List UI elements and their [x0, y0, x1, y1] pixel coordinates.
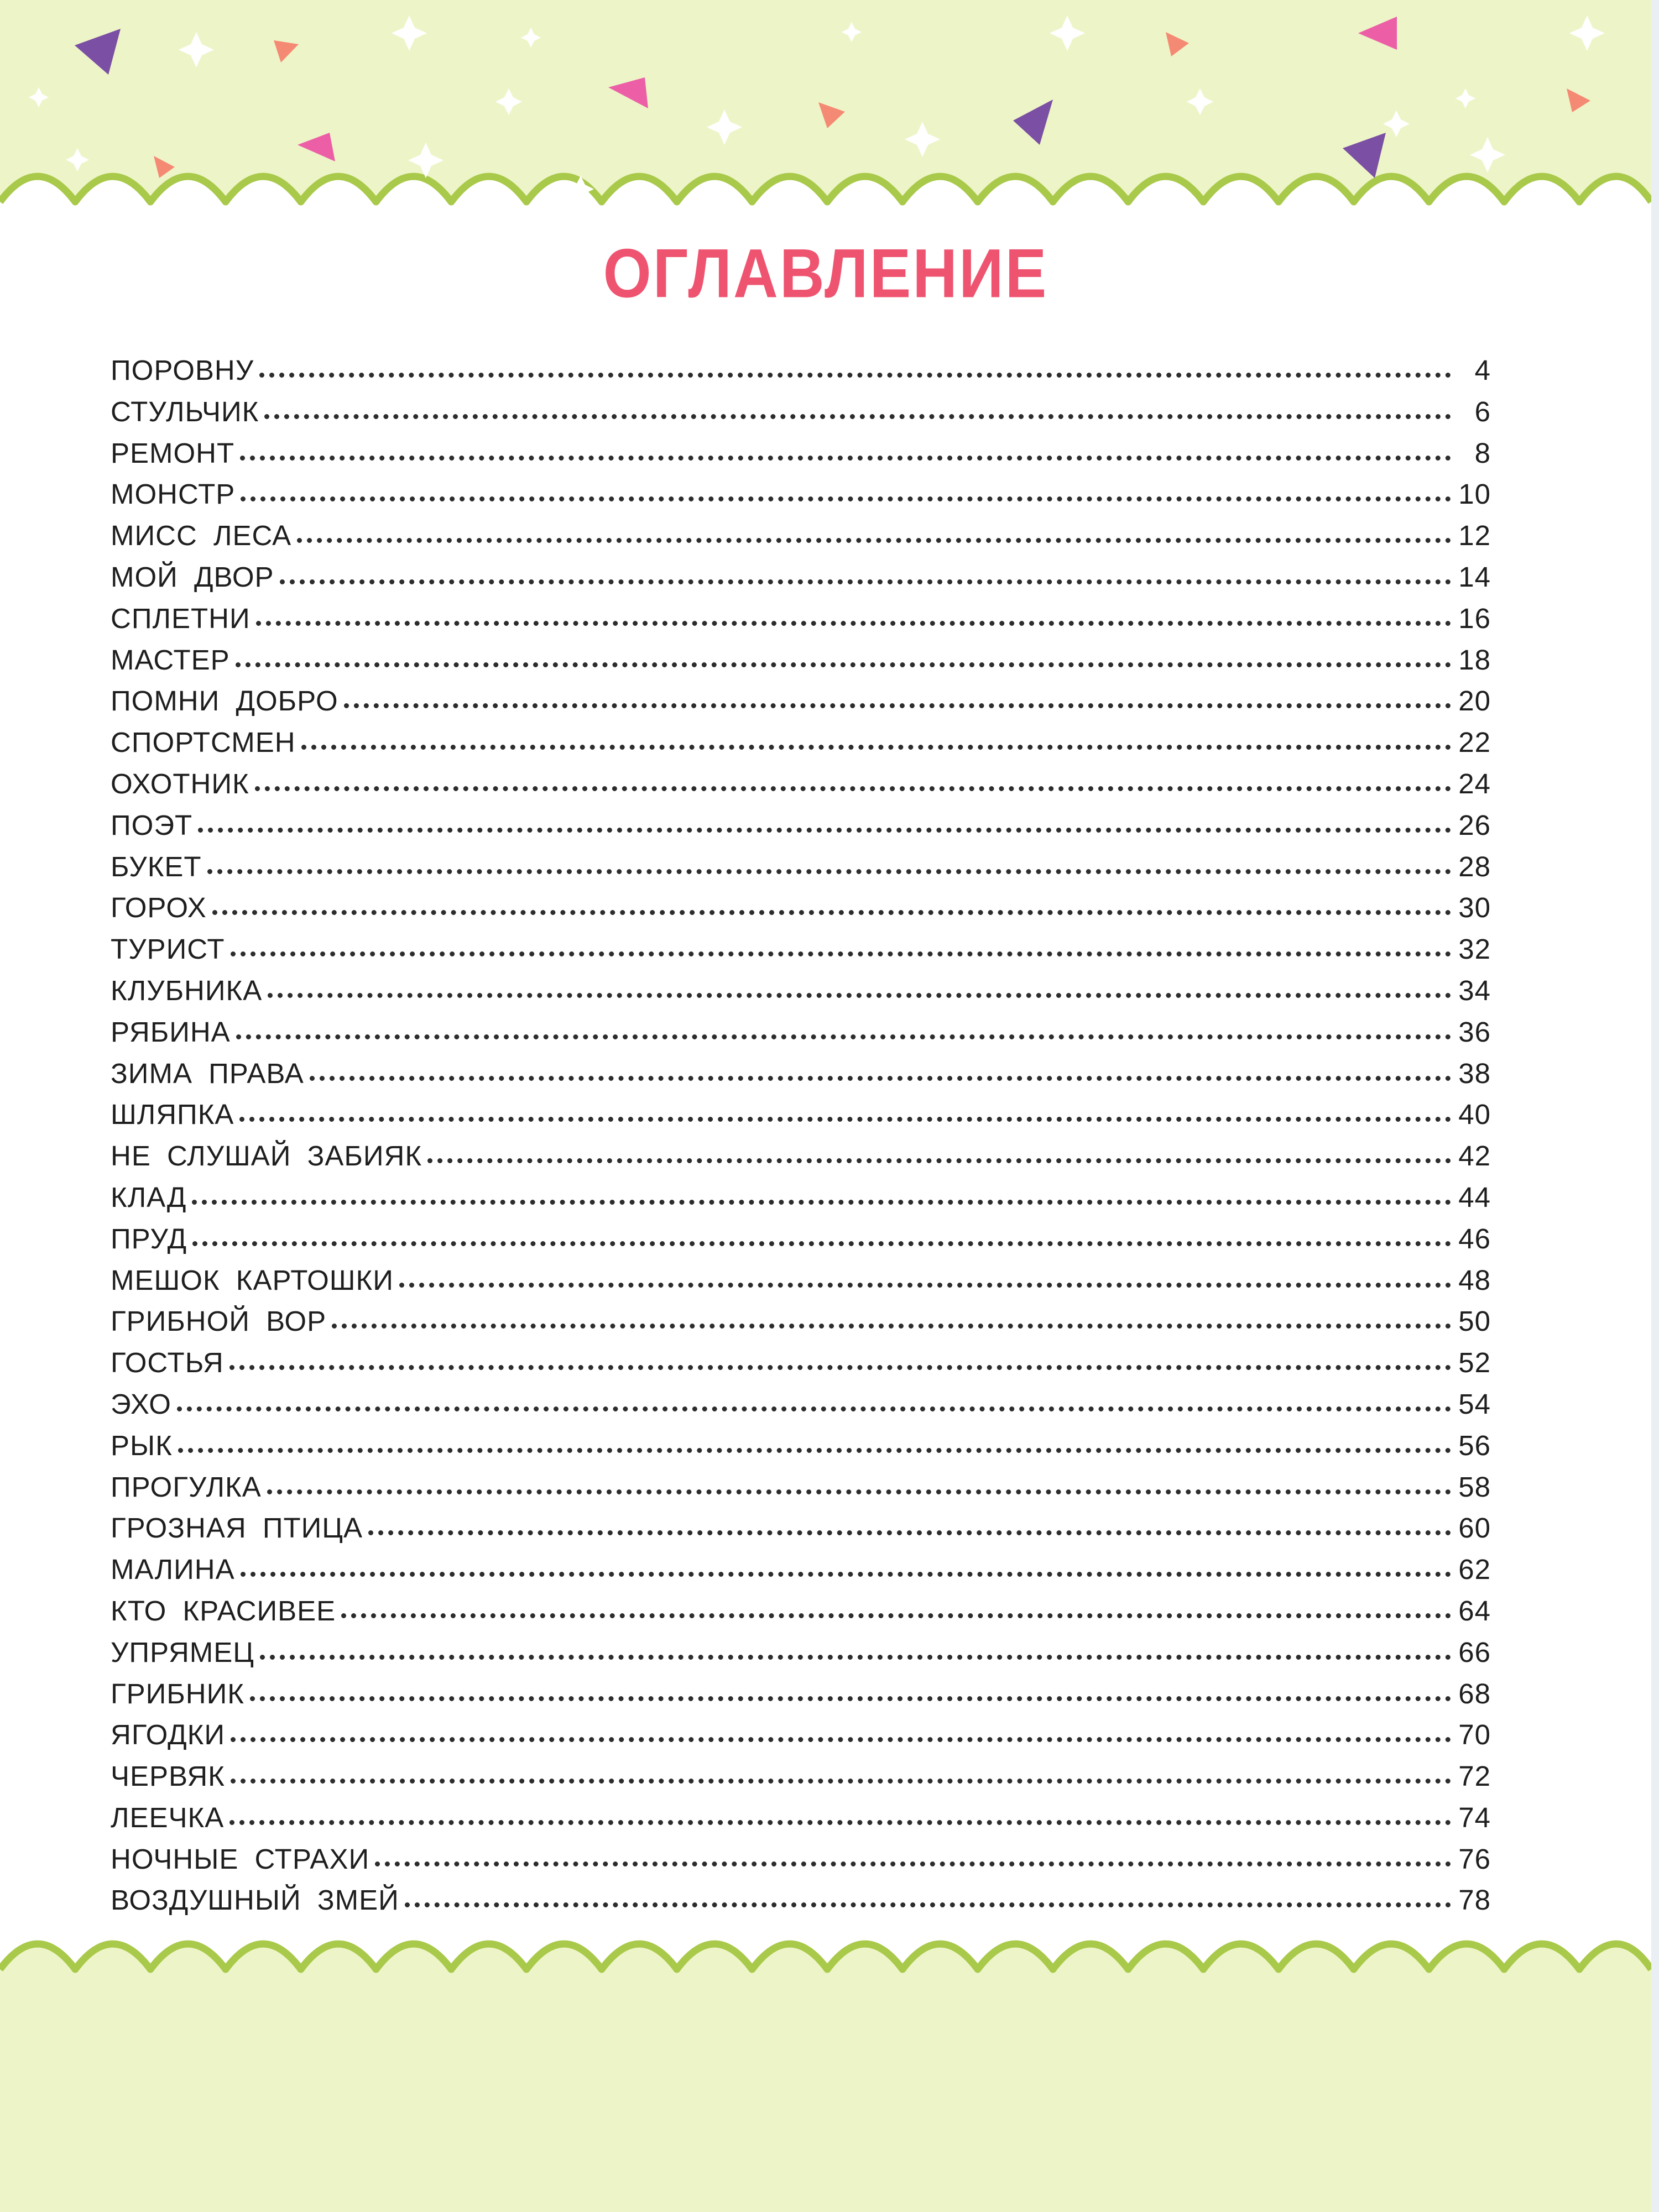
toc-entry-title: ЧЕРВЯК	[111, 1760, 225, 1792]
page-title: ОГЛАВЛЕНИЕ	[603, 234, 1048, 312]
dot-leader	[192, 1200, 1451, 1205]
toc-entry-title: КЛАД	[111, 1181, 187, 1213]
toc-entry-title: ЭХО	[111, 1388, 171, 1420]
toc-entry-page: 26	[1458, 809, 1491, 841]
dot-leader	[250, 1696, 1451, 1701]
toc-entry[interactable]	[111, 1508, 1491, 1549]
toc-entry-page: 70	[1458, 1719, 1491, 1751]
dot-leader	[268, 993, 1451, 998]
dot-leader	[212, 910, 1451, 915]
toc-entry-title: РЕМОНТ	[111, 437, 235, 469]
dot-leader	[231, 951, 1451, 956]
toc-entry-page: 54	[1458, 1388, 1491, 1420]
toc-entry-page: 48	[1458, 1264, 1491, 1296]
toc-entry[interactable]	[111, 722, 1491, 764]
toc-entry-title: РЫК	[111, 1429, 173, 1461]
toc-entry-title: СПЛЕТНИ	[111, 602, 251, 634]
toc-entry[interactable]	[111, 970, 1491, 1012]
dot-leader	[427, 1158, 1451, 1163]
toc-entry-page: 34	[1458, 974, 1491, 1006]
toc-entry[interactable]	[111, 1301, 1491, 1342]
dot-leader	[236, 1034, 1451, 1039]
toc-entry[interactable]	[111, 1591, 1491, 1632]
toc-entry-page: 64	[1458, 1594, 1491, 1627]
dot-leader	[240, 456, 1451, 461]
top-band-fill	[0, 0, 1651, 202]
toc-entry-page: 12	[1458, 520, 1491, 552]
toc-entry[interactable]	[111, 1467, 1491, 1508]
toc-entry-title: ГРИБНОЙ ВОР	[111, 1305, 327, 1337]
dot-leader	[207, 869, 1451, 874]
toc-entry-title: МОНСТР	[111, 478, 236, 510]
bottom-band-fill	[0, 1944, 1651, 2212]
dot-leader	[229, 1820, 1451, 1825]
toc-entry-page: 24	[1458, 767, 1491, 799]
dot-leader	[236, 662, 1451, 667]
toc-entry-title: ГОРОХ	[111, 892, 207, 924]
dot-leader	[332, 1324, 1451, 1329]
dot-leader	[267, 1489, 1451, 1494]
toc-entry-page: 44	[1458, 1181, 1491, 1213]
toc-entry[interactable]	[111, 1632, 1491, 1674]
toc-entry-title: МОЙ ДВОР	[111, 561, 274, 593]
toc-entry[interactable]	[111, 764, 1491, 805]
toc-entry[interactable]	[111, 681, 1491, 722]
toc-entry-page: 46	[1458, 1222, 1491, 1254]
dot-leader	[260, 1655, 1451, 1660]
toc-entry-page: 72	[1458, 1760, 1491, 1792]
toc-entry-page: 42	[1458, 1140, 1491, 1172]
dot-leader	[341, 1613, 1451, 1618]
table-of-contents	[111, 350, 1491, 1921]
toc-entry-page: 8	[1474, 437, 1491, 469]
toc-entry[interactable]	[111, 1012, 1491, 1053]
toc-entry-title: МИСС ЛЕСА	[111, 520, 292, 552]
toc-entry[interactable]	[111, 1342, 1491, 1384]
toc-entry[interactable]	[111, 1756, 1491, 1797]
top-band-art	[0, 0, 1651, 243]
toc-entry-page: 28	[1458, 850, 1491, 882]
toc-entry-title: РЯБИНА	[111, 1016, 231, 1048]
toc-entry-title: ШЛЯПКА	[111, 1099, 234, 1131]
toc-entry[interactable]	[111, 929, 1491, 970]
toc-entry-title: НЕ СЛУШАЙ ЗАБИЯК	[111, 1140, 422, 1172]
toc-entry-page: 76	[1458, 1843, 1491, 1875]
dot-leader	[368, 1530, 1451, 1535]
toc-entry-title: ПОМНИ ДОБРО	[111, 685, 338, 717]
toc-entry-title: МАЛИНА	[111, 1554, 235, 1586]
toc-entry-title: ЗИМА ПРАВА	[111, 1057, 304, 1089]
toc-entry[interactable]	[111, 1425, 1491, 1467]
toc-entry[interactable]	[111, 350, 1491, 391]
toc-entry-title: ОХОТНИК	[111, 767, 249, 799]
toc-entry[interactable]	[111, 474, 1491, 515]
toc-entry-page: 36	[1458, 1016, 1491, 1048]
toc-entry[interactable]	[111, 1384, 1491, 1425]
bottom-band-art	[0, 1935, 1651, 2212]
toc-entry-page: 6	[1474, 395, 1491, 427]
toc-entry[interactable]	[111, 1674, 1491, 1715]
dot-leader	[177, 1406, 1451, 1411]
toc-entry-title: ГОСТЬЯ	[111, 1347, 224, 1379]
dot-leader	[259, 373, 1451, 378]
toc-entry-page: 14	[1458, 561, 1491, 593]
toc-entry[interactable]	[111, 846, 1491, 888]
toc-entry-page: 16	[1458, 602, 1491, 634]
toc-entry[interactable]	[111, 1219, 1491, 1260]
top-decorative-band	[0, 0, 1651, 243]
toc-entry-title: ПОЭТ	[111, 809, 193, 841]
toc-entry-title: УПРЯМЕЦ	[111, 1636, 255, 1668]
toc-entry[interactable]	[111, 1053, 1491, 1095]
toc-entry-title: МЕШОК КАРТОШКИ	[111, 1264, 394, 1296]
toc-entry-title: СТУЛЬЧИК	[111, 395, 259, 427]
toc-entry-title: НОЧНЫЕ СТРАХИ	[111, 1843, 370, 1875]
bottom-decorative-band	[0, 1935, 1651, 2212]
toc-entry-title: МАСТЕР	[111, 644, 230, 676]
dot-leader	[192, 1241, 1451, 1246]
dot-leader	[178, 1448, 1451, 1453]
toc-entry-page: 4	[1474, 354, 1491, 386]
toc-entry-page: 40	[1458, 1099, 1491, 1131]
dot-leader	[405, 1902, 1451, 1907]
toc-entry[interactable]	[111, 640, 1491, 681]
toc-entry-page: 50	[1458, 1305, 1491, 1337]
toc-entry[interactable]	[111, 887, 1491, 929]
dot-leader	[231, 1779, 1451, 1784]
dot-leader	[375, 1861, 1451, 1866]
toc-entry-title: ТУРИСТ	[111, 933, 225, 965]
dot-leader	[256, 621, 1451, 626]
dot-leader	[198, 828, 1451, 833]
toc-entry-page: 20	[1458, 685, 1491, 717]
toc-entry-title: ЯГОДКИ	[111, 1719, 226, 1751]
toc-entry-title: БУКЕТ	[111, 850, 202, 882]
toc-entry[interactable]	[111, 1714, 1491, 1756]
toc-entry-title: ПРОГУЛКА	[111, 1471, 262, 1503]
toc-entry-page: 78	[1458, 1884, 1491, 1916]
dot-leader	[255, 786, 1451, 791]
toc-entry-page: 60	[1458, 1512, 1491, 1544]
toc-entry[interactable]	[111, 515, 1491, 557]
page-edge	[1651, 0, 1659, 2212]
toc-entry-title: КЛУБНИКА	[111, 974, 263, 1006]
dot-leader	[344, 703, 1451, 708]
dot-leader	[229, 1365, 1451, 1370]
dot-leader	[310, 1076, 1451, 1081]
toc-entry-page: 66	[1458, 1636, 1491, 1668]
toc-entry[interactable]	[111, 1549, 1491, 1591]
dot-leader	[301, 745, 1451, 750]
toc-entry[interactable]	[111, 1094, 1491, 1136]
dot-leader	[241, 1572, 1451, 1577]
toc-entry-page: 32	[1458, 933, 1491, 965]
toc-entry[interactable]	[111, 1880, 1491, 1921]
toc-entry-page: 52	[1458, 1347, 1491, 1379]
dot-leader	[239, 1117, 1451, 1122]
toc-entry-title: ЛЕЕЧКА	[111, 1801, 225, 1833]
dot-leader	[231, 1737, 1451, 1742]
toc-entry-page: 74	[1458, 1801, 1491, 1833]
toc-entry-page: 18	[1458, 644, 1491, 676]
toc-entry-title: ГРОЗНАЯ ПТИЦА	[111, 1512, 363, 1544]
toc-entry-page: 56	[1458, 1429, 1491, 1461]
dot-leader	[241, 496, 1451, 501]
toc-entry[interactable]	[111, 1177, 1491, 1219]
dot-leader	[399, 1283, 1451, 1288]
toc-entry-page: 38	[1458, 1057, 1491, 1089]
toc-entry[interactable]	[111, 1260, 1491, 1301]
dot-leader	[264, 414, 1451, 419]
toc-entry[interactable]	[111, 433, 1491, 474]
toc-entry-title: ВОЗДУШНЫЙ ЗМЕЙ	[111, 1884, 399, 1916]
toc-entry[interactable]	[111, 598, 1491, 640]
toc-entry-page: 62	[1458, 1554, 1491, 1586]
dot-leader	[297, 538, 1451, 543]
toc-entry-page: 30	[1458, 892, 1491, 924]
toc-entry-page: 58	[1458, 1471, 1491, 1503]
toc-entry[interactable]	[111, 391, 1491, 433]
toc-entry-page: 68	[1458, 1677, 1491, 1709]
toc-entry-title: ПРУД	[111, 1222, 187, 1254]
toc-entry[interactable]	[111, 1797, 1491, 1839]
toc-entry-title: ГРИБНИК	[111, 1677, 244, 1709]
toc-entry-page: 10	[1458, 478, 1491, 510]
toc-entry[interactable]	[111, 557, 1491, 598]
dot-leader	[280, 579, 1451, 584]
toc-entry[interactable]	[111, 1136, 1491, 1177]
toc-entry[interactable]	[111, 805, 1491, 846]
toc-entry-title: ПОРОВНУ	[111, 354, 254, 386]
toc-entry[interactable]	[111, 1839, 1491, 1880]
toc-entry-title: СПОРТСМЕН	[111, 726, 296, 759]
toc-entry-title: КТО КРАСИВЕЕ	[111, 1594, 336, 1627]
toc-entry-page: 22	[1458, 726, 1491, 759]
